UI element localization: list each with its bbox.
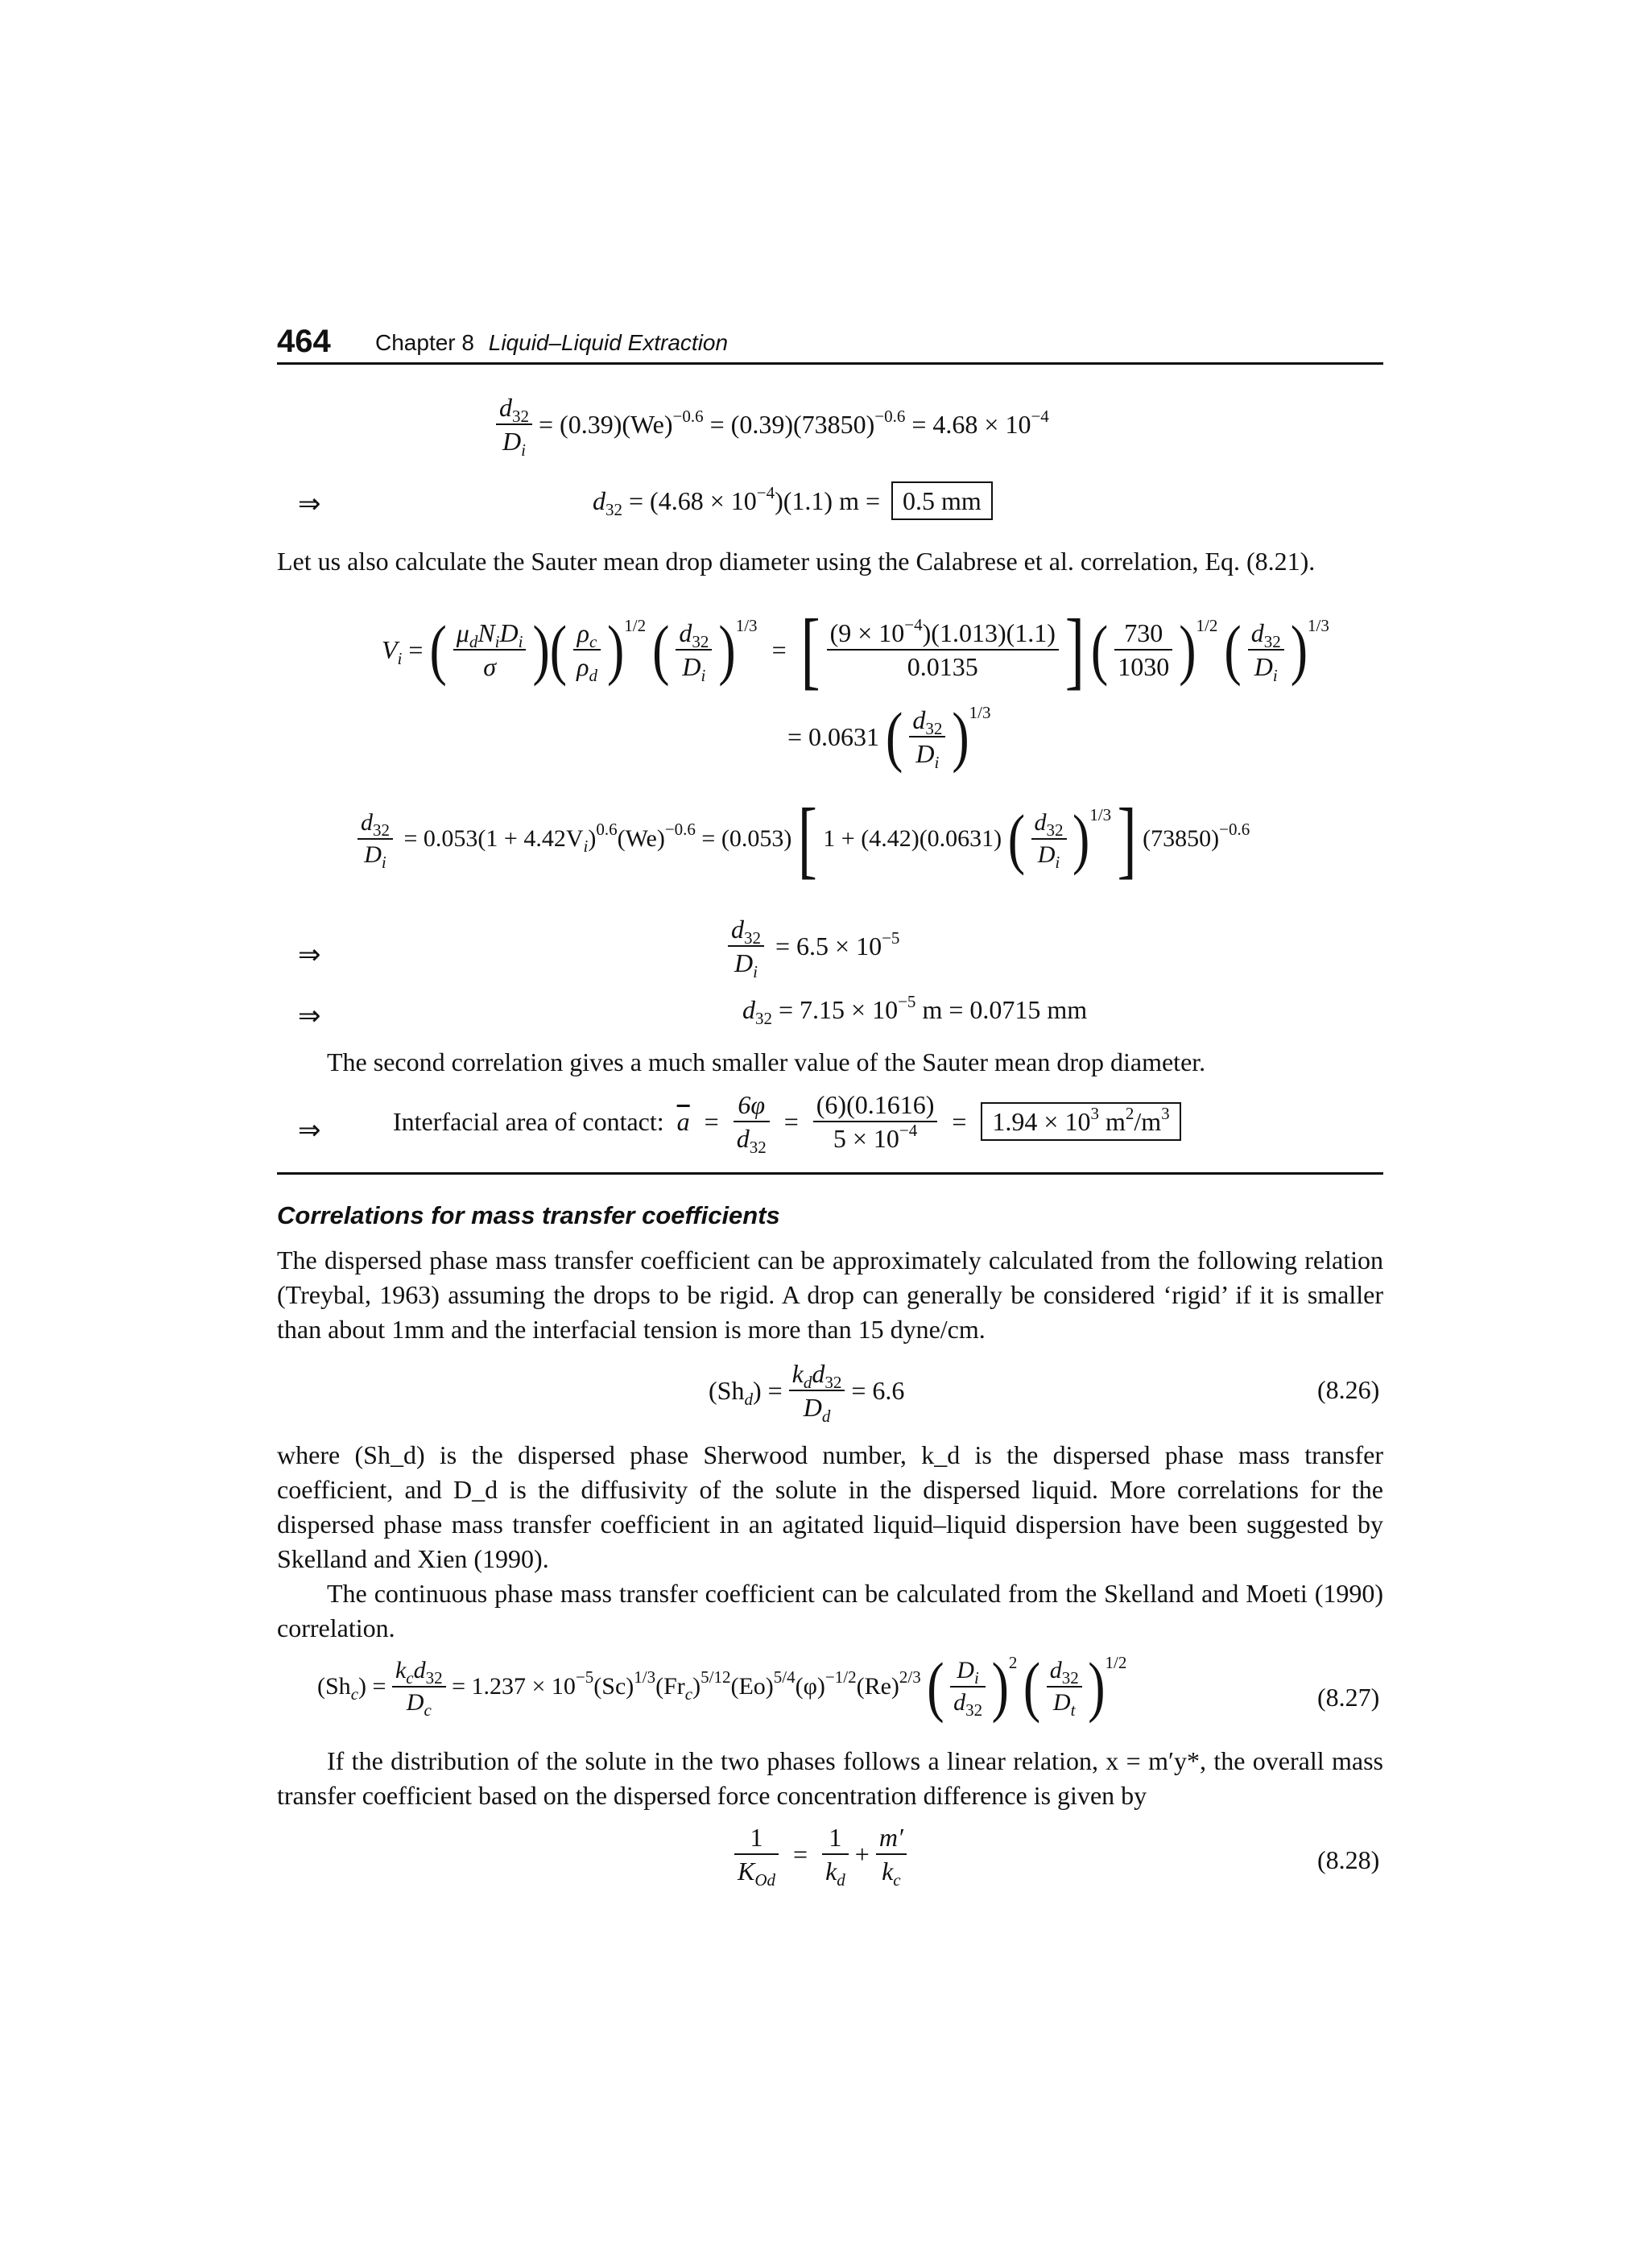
fraction-d32-di: $\frac{d_{32}}{D_i}$ (496, 395, 532, 454)
paragraph-dispersed-coefficient: The dispersed phase mass transfer coefficient can be approximately calculated from the following relation (Treybal, 1963) assuming the drops to be rigid. A drop can generally be considered ‘rigid’ if it is smaller than about 1mm and the interfacial tension is more than 15 dyne/cm. (277, 1246, 1383, 1344)
equation-8-27: $(Sh_c)$ = $\frac{k_cd_{32}}{D_c}$ = $1.237 \times 10^{-5}(Sc)^{1/3}(Fr_c)^{5/12}(Eo)^{5/4}(\varphi)^{-1/2}(Re)^{2/3}$ ( $\frac{D_i}{d_{32}}$ )$^2$ ( $\frac{d_{32}}{D_t}$ )$^{1/2}$ (317, 1649, 1127, 1724)
section-divider (277, 1172, 1383, 1175)
chapter-title: Liquid–Liquid Extraction (488, 330, 729, 355)
equation-d32-result: $d_{32} = (4.68 \times 10^{-4})(1.1) m = 0.5$ mm (593, 481, 993, 520)
equation-d32-final: $d_{32} = 7.15 \times 10^{-5}$ m = 0.0715 mm (742, 992, 1088, 1028)
implies-arrow: ⇒ (298, 1000, 321, 1032)
implies-arrow: ⇒ (298, 488, 321, 520)
chapter-label (375, 330, 728, 356)
equation-d32-di-result: $\frac{d_{32}}{D_i}$ = $6.5 \times 10^{-5}$ (728, 916, 899, 976)
paragraph-sherwood-definition: where (Sh_d) is the dispersed phase Sherwood number, k_d is the dispersed phase mass transfer coefficient, and D_d is the diffusivity of the solute in the dispersed liquid. More correlations for the dispersed phase mass transfer coefficient in an agitated liquid–liquid dispersion have been suggested by Skelland and Xien (1990). (277, 1440, 1383, 1573)
equation-number-8-28: (8.28) (1317, 1845, 1380, 1874)
equation-d32-calabrese: $\frac{d_{32}}{D_i}$ = $0.053(1 + 4.42V_i)^{0.6}(We)^{-0.6} = (0.053)$ [ 1 + (4.42)(0.0631) ( $\frac{d_{32}}{D_i}$ )$^{1/3}$ ] $(73850)^{-0.6}$ (357, 810, 1250, 868)
paragraph-comparison: The second correlation gives a much smaller value of the Sauter mean drop diameter. (327, 1047, 1206, 1076)
equation-8-26: $(Sh_d)$ = $\frac{k_dd_{32}}{D_d}$ = 6.6 (709, 1359, 905, 1426)
equation-number-8-27: (8.27) (1317, 1683, 1380, 1712)
chapter-number: Chapter 8 (375, 330, 474, 355)
equation-vi-line2: = 0.0631 ( $\frac{d_{32}}{D_i}$ )$^{1/3}$ (787, 699, 991, 774)
paragraph-overall-coefficient: If the distribution of the solute in the two phases follows a linear relation, x = m′y*, the overall mass transfer coefficient based on the dispersed force concentration difference is given by (277, 1746, 1383, 1810)
paragraph-calabrese: Let us also calculate the Sauter mean drop diameter using the Calabrese et al. correlation, Eq. (8.21). (277, 547, 1316, 576)
implies-arrow: ⇒ (298, 939, 321, 971)
paragraph-continuous-coefficient: The continuous phase mass transfer coefficient can be calculated from the Skelland and Moeti (1990) correlation. (277, 1579, 1383, 1642)
equation-we-ratio: $\frac{d_{32}}{D_i}$ = $(0.39)(We)^{-0.6} = (0.39)(73850)^{-0.6} = 4.68 \times 10^{-4}$ (496, 395, 1049, 454)
header-rule (277, 362, 1383, 365)
boxed-area-result: $1.94 \times 10^3$ $m^2/m^3$ (981, 1102, 1180, 1141)
equation-number-8-26: (8.26) (1317, 1375, 1380, 1404)
equation-interfacial-area: Interfacial area of contact: $\overline{a}$ = $\frac{6\varphi}{d_{32}}$ = $\frac{(6)(0.1616)}{5 \times 10^{-4}}$ = $1.94 \times 10^3$ $m^2/m^3$ (393, 1092, 1181, 1151)
section-heading: Correlations for mass transfer coefficients (277, 1201, 780, 1229)
equation-8-28: $\frac{1}{K_{Od}}$ = $\frac{1}{k_d}$ + $\frac{m'}{k_c}$ (734, 1824, 907, 1884)
equation-vi: $V_i$ = ( $\frac{\mu_dN_iD_i}{\sigma}$ )( $\frac{\rho_c}{\rho_d}$ )$^{1/2}$ ( $\frac{d_{32}}{D_i}$ )$^{1/3}$ = [ $\frac{(9 \times 10^{-4})(1.013)(1.1)}{0.0135}$ ] ( $\frac{730}{1030}$ )$^{1/2}$ ( $\frac{d_{32}}{D_i}$ )$^{1/3}$ (382, 601, 1329, 698)
boxed-result: 0.5 mm (891, 481, 993, 520)
page-number: 464 (277, 324, 331, 359)
implies-arrow: ⇒ (298, 1114, 321, 1146)
